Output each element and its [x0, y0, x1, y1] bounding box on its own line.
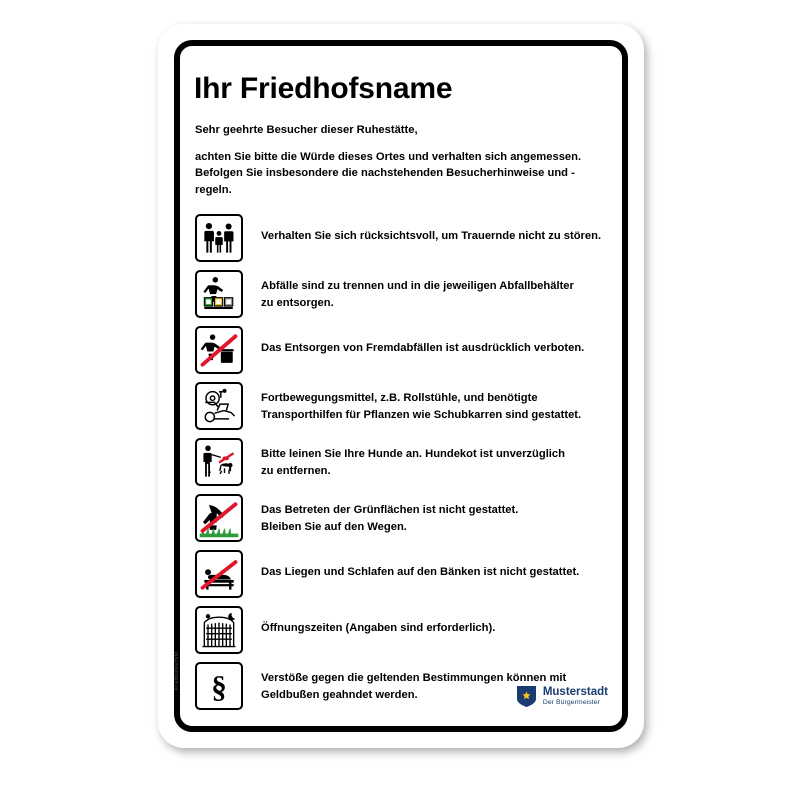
rule-text [261, 550, 579, 581]
rule-text-line-1: Öffnungszeiten (Angaben sind erforderlich). [261, 621, 496, 634]
family-visitors-icon [195, 214, 243, 262]
rule-text [261, 270, 574, 312]
rule-text-line-1: Verstöße gegen die geltenden Bestimmungen können mit [261, 671, 567, 684]
wheelchair-wheelbarrow-icon [195, 382, 243, 430]
intro-line-2: achten Sie bitte die Würde dieses Ortes und verhalten sich angemessen. [195, 151, 582, 164]
page-title: Ihr Friedhofsname [194, 72, 453, 105]
intro-line-1: Sehr geehrte Besucher dieser Ruhestätte, [195, 124, 418, 136]
cemetery-sign-plate [158, 24, 644, 748]
rule-text-line-1: Abfälle sind zu trennen und in die jeweiligen Abfallbehälter [261, 279, 574, 292]
rule-text-line-2: zu entfernen. [261, 464, 331, 477]
rule-text-line-2: Transporthilfen für Pflanzen wie Schubkarren sind gestattet. [261, 408, 582, 421]
rule-text-line-1: Fortbewegungsmittel, z.B. Rollstühle, und benötigte [261, 391, 538, 404]
rule-text [261, 326, 584, 357]
rules-list [192, 214, 610, 710]
municipality-subtitle: Der Bürgermeister [542, 699, 601, 707]
rule-text-line-2: zu entsorgen. [261, 296, 334, 309]
rule-text-line-2: Geldbußen geahndet werden. [261, 688, 418, 701]
rule-text [261, 494, 518, 536]
side-code-label: Friedhofsschild [174, 651, 180, 690]
rule-row [195, 438, 610, 486]
rule-text [261, 214, 601, 245]
municipality-logo-text [543, 686, 608, 707]
rule-row [195, 270, 610, 318]
waste-separation-icon [195, 270, 243, 318]
rule-text-line-1: Verhalten Sie sich rücksichtsvoll, um Trauernde nicht zu stören. [261, 229, 602, 242]
rule-row [195, 382, 610, 430]
rule-row [195, 494, 610, 542]
rule-row [195, 214, 610, 262]
intro-text [192, 122, 610, 198]
rule-text-line-1: Das Betreten der Grünflächen ist nicht gestattet. [261, 503, 519, 516]
municipality-logo [516, 685, 608, 708]
paragraph-law-icon [195, 662, 243, 710]
rule-row [195, 606, 610, 654]
rule-text-line-1: Das Liegen und Schlafen auf den Bänken ist nicht gestattet. [261, 565, 580, 578]
rule-text [261, 606, 495, 637]
coat-of-arms-icon [516, 685, 537, 708]
no-foreign-waste-icon [195, 326, 243, 374]
rule-text [261, 382, 581, 424]
rule-text-line-1: Das Entsorgen von Fremdabfällen ist ausdrücklich verboten. [261, 341, 585, 354]
sign-content [192, 58, 610, 714]
no-lying-on-bench-icon [195, 550, 243, 598]
rule-text-line-2: Bleiben Sie auf den Wegen. [261, 520, 407, 533]
rule-row [195, 326, 610, 374]
rule-row [195, 550, 610, 598]
opening-hours-gate-icon [195, 606, 243, 654]
no-walking-on-grass-icon [195, 494, 243, 542]
municipality-name: Musterstadt [542, 685, 608, 698]
dog-on-leash-icon [195, 438, 243, 486]
intro-line-3: Befolgen Sie insbesondere die nachstehenden Besucherhinweise und -regeln. [195, 167, 575, 196]
rule-text [261, 438, 565, 480]
rule-text-line-1: Bitte leinen Sie Ihre Hunde an. Hundekot ist unverzüglich [261, 447, 565, 460]
svg-text:§: § [211, 668, 227, 704]
intro-spacer [195, 138, 610, 149]
